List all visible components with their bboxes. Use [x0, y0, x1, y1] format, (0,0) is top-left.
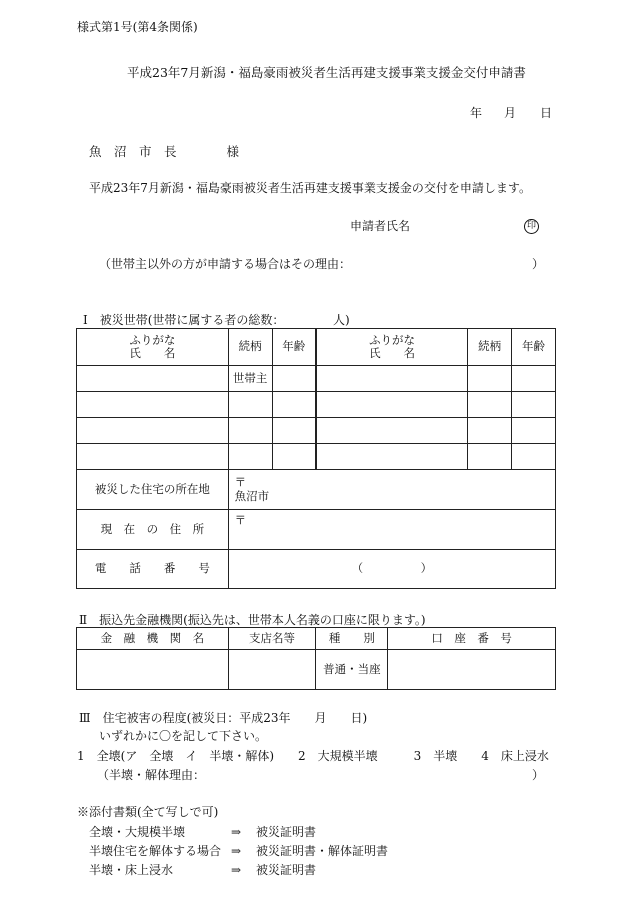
demolition-reason: （半壊・解体理由：	[97, 768, 206, 782]
damaged-address-field[interactable]	[228, 470, 555, 510]
relation-field[interactable]	[228, 392, 272, 418]
relation-field[interactable]	[468, 366, 512, 392]
furigana-header: ふりがな	[129, 332, 176, 347]
arrow-icon: ⇒	[231, 863, 242, 877]
name-field[interactable]	[316, 418, 468, 444]
attachment-docs: 被災証明書・解体証明書	[256, 844, 389, 858]
name-field[interactable]	[77, 366, 229, 392]
reason-line: （世帯主以外の方が申請する場合はその理由：	[99, 257, 352, 271]
demolition-reason-close: ）	[532, 768, 545, 782]
phone-row	[77, 550, 556, 589]
form-title: 平成23年7月新潟・福島豪雨被災者生活再建支援事業支援金交付申請書	[127, 65, 526, 80]
age-field[interactable]	[512, 392, 556, 418]
name-field[interactable]	[77, 444, 229, 470]
phone-field[interactable]: （ ）	[228, 550, 555, 589]
age-field[interactable]	[512, 366, 556, 392]
attachment-docs: 被災証明書	[256, 863, 317, 877]
household-row	[77, 444, 556, 470]
section3-instruction: いずれかに〇を記して下さい。	[99, 729, 268, 743]
age-field[interactable]	[512, 418, 556, 444]
phone-label: 電 話 番 号	[77, 550, 229, 589]
current-address-label: 現 在 の 住 所	[77, 510, 229, 550]
bank-value-row	[77, 650, 556, 690]
header-name-cell-2	[316, 329, 468, 366]
relation-header: 続柄	[228, 329, 272, 366]
name-field[interactable]	[77, 392, 229, 418]
household-row	[77, 418, 556, 444]
household-row	[77, 366, 556, 392]
address-city: 魚沼市	[234, 488, 270, 503]
section3-heading: Ⅲ 住宅被害の程度(被災日：平成23年 月 日)	[79, 711, 368, 725]
arrow-icon: ⇒	[231, 844, 242, 858]
seal-icon: 印	[524, 219, 539, 234]
bank-header-row	[77, 628, 556, 650]
household-header-row	[77, 329, 556, 366]
current-address-field[interactable]	[228, 510, 555, 550]
relation-cell: 世帯主	[228, 366, 272, 392]
postal-mark: 〒	[234, 475, 247, 490]
relation-field[interactable]	[468, 418, 512, 444]
name-field[interactable]	[316, 392, 468, 418]
relation-field[interactable]	[228, 444, 272, 470]
household-table	[76, 328, 556, 589]
relation-field[interactable]	[228, 418, 272, 444]
account-number-field[interactable]	[388, 650, 556, 690]
account-type-header: 種 別	[316, 628, 388, 650]
account-type-field[interactable]: 普通・当座	[316, 650, 388, 690]
branch-header: 支店名等	[228, 628, 316, 650]
postal-mark: 〒	[234, 513, 247, 527]
attachment-docs: 被災証明書	[256, 825, 317, 839]
name-field[interactable]	[77, 418, 229, 444]
current-address-row	[77, 510, 556, 550]
damaged-address-label: 被災した住宅の所在地	[77, 470, 229, 510]
name-field[interactable]	[316, 366, 468, 392]
form-number: 様式第1号(第4条関係)	[77, 20, 198, 34]
attachments-heading: ※添付書類(全て写しで可)	[77, 805, 219, 819]
relation-header-2: 続柄	[468, 329, 512, 366]
damage-options[interactable]: 1 全壊(ア 全壊 イ 半壊・解体) 2 大規模半壊 3 半壊 4 床上浸水	[77, 749, 549, 763]
application-statement: 平成23年7月新潟・福島豪雨被災者生活再建支援事業支援金の交付を申請します。	[89, 181, 531, 195]
attachment-case: 半壊・床上浸水	[89, 863, 174, 877]
date-year-label: 年	[470, 106, 483, 120]
reason-close: ）	[532, 257, 545, 271]
section1-heading: Ⅰ 被災世帯(世帯に属する者の総数：	[83, 313, 285, 327]
attachment-case: 半壊住宅を解体する場合	[89, 844, 222, 858]
age-field[interactable]	[272, 392, 316, 418]
applicant-name-label: 申請者氏名	[350, 219, 411, 233]
seal-mark	[524, 218, 539, 234]
age-field[interactable]	[512, 444, 556, 470]
branch-field[interactable]	[228, 650, 316, 690]
household-row	[77, 392, 556, 418]
name-header: 氏 名	[129, 346, 176, 360]
name-header-2: 氏 名	[369, 346, 416, 360]
age-field[interactable]	[272, 444, 316, 470]
attachment-case: 全壊・大規模半壊	[89, 825, 186, 839]
bank-name-header: 金 融 機 関 名	[77, 628, 229, 650]
relation-field[interactable]	[468, 392, 512, 418]
bank-name-field[interactable]	[77, 650, 229, 690]
arrow-icon: ⇒	[231, 825, 242, 839]
header-name-cell	[77, 329, 229, 366]
age-header: 年齢	[272, 329, 316, 366]
bank-table	[76, 627, 556, 690]
age-header-2: 年齢	[512, 329, 556, 366]
addressee: 魚 沼 市 長 様	[89, 144, 240, 159]
date-month-label: 月	[504, 106, 517, 120]
name-field[interactable]	[316, 444, 468, 470]
account-number-header: 口 座 番 号	[388, 628, 556, 650]
furigana-header-2: ふりがな	[369, 332, 416, 347]
section2-heading: Ⅱ 振込先金融機関(振込先は、世帯本人名義の口座に限ります。)	[79, 613, 426, 627]
section1-heading-unit: 人)	[333, 313, 350, 327]
date-day-label: 日	[540, 106, 553, 120]
age-field[interactable]	[272, 418, 316, 444]
age-field[interactable]	[272, 366, 316, 392]
damaged-address-row	[77, 470, 556, 510]
relation-field[interactable]	[468, 444, 512, 470]
